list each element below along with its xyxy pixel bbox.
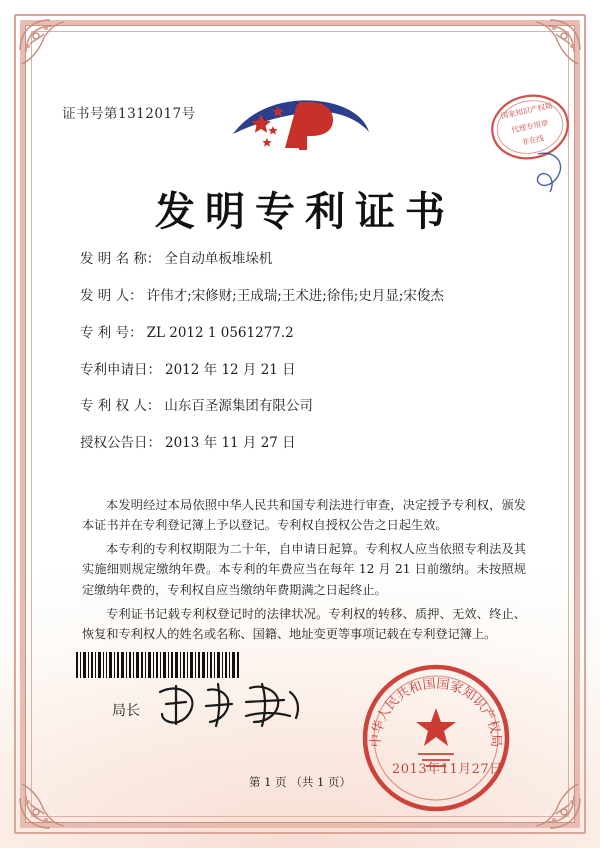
field-value: 全自动单板堆垛机: [164, 251, 273, 267]
certificate-content: [40, 40, 560, 808]
field-invention-name: [80, 252, 530, 267]
paragraph-1: 本发明经过本局依照中华人民共和国专利法进行审查，决定授予专利权，颁发本证书并在专利登记簿上予以登记。专利权自授权公告之日起生效。: [82, 498, 526, 533]
field-value: 2012 年 12 月 21 日: [165, 361, 296, 378]
field-label: 专 利 号：: [80, 324, 143, 341]
paragraph-3: 专利证书记载专利权登记时的法律状况。专利权的转移、质押、无效、终止、恢复和专利权人的姓名或名称、国籍、地址变更等事项记载在专利登记簿上。: [82, 606, 526, 641]
field-inventors: [80, 289, 530, 304]
svg-text:国家知识产权局: 国家知识产权局: [499, 101, 554, 121]
svg-text:代理专用章: 代理专用章: [510, 118, 550, 135]
paragraph-2: 本专利的专利权期限为二十年，自申请日起算。专利权人应当依照专利法及其实施细则规定缴纳年费。本专利的年费应当在每年 12 月 21 日前缴纳。未按照规定缴纳年费的，专利权自应当缴纳年费期满之日起终止。: [82, 542, 526, 597]
field-patentee: [80, 399, 530, 414]
body-text: [82, 495, 526, 648]
handwritten-signature: [150, 678, 310, 736]
page-title: 发明专利证书: [155, 188, 455, 235]
official-seal-icon: [360, 662, 512, 814]
field-value: 许伟才;宋修财;王成瑞;王术进;徐伟;史月显;宋俊杰: [146, 287, 444, 304]
svg-text:非在线: 非在线: [520, 133, 545, 147]
field-grant-date: [80, 436, 530, 451]
field-label: 授权公告日：: [80, 435, 161, 452]
field-value: 2013 年 11 月 27 日: [165, 435, 296, 452]
field-list: [80, 252, 530, 473]
field-label: 专 利 权 人：: [80, 398, 161, 415]
certificate-number: 证书号第1312017号: [62, 106, 196, 122]
page-footer: 第 1 页 （共 1 页）: [249, 775, 351, 789]
director-label: 局长: [112, 703, 140, 719]
field-label: 专利申请日：: [80, 361, 161, 378]
field-label: 发 明 名 称：: [80, 251, 161, 267]
field-value: ZL 2012 1 0561277.2: [146, 324, 294, 341]
svg-text:中华人民共和国国家知识产权局: 中华人民共和国国家知识产权局: [368, 676, 504, 748]
field-application-date: [80, 363, 530, 378]
sipo-logo-icon: [225, 88, 375, 162]
field-patent-number: [80, 326, 530, 341]
field-label: 发 明 人：: [80, 287, 143, 304]
field-value: 山东百圣源集团有限公司: [164, 398, 313, 415]
barcode: [76, 652, 241, 678]
seal-date: 2013年11月27日: [392, 762, 503, 777]
